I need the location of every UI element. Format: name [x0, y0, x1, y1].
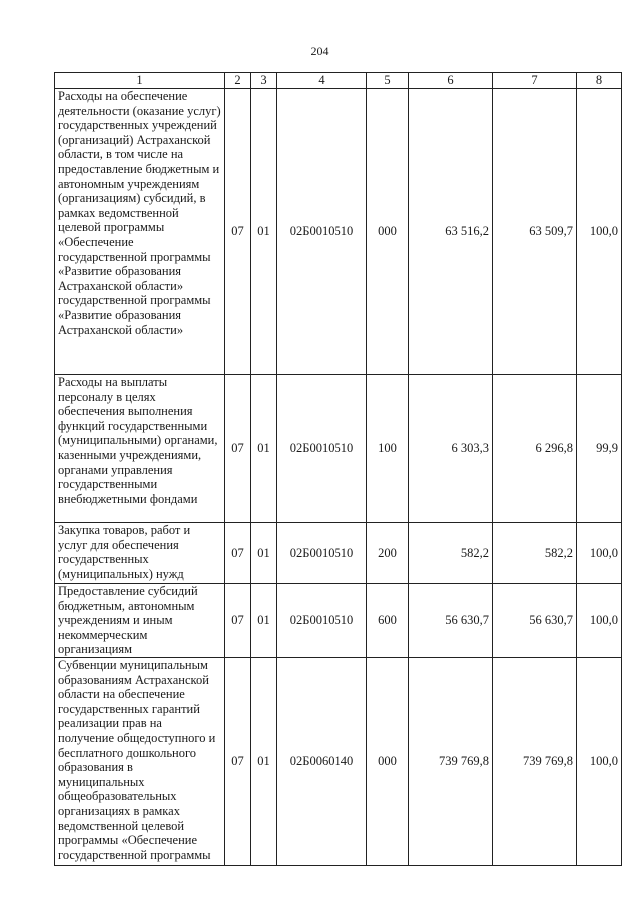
column-header: 7	[493, 73, 577, 89]
subsection-code: 01	[251, 523, 277, 584]
executed-amount: 582,2	[493, 523, 577, 584]
column-header: 3	[251, 73, 277, 89]
row-description: Закупка товаров, работ и услуг для обеспечения государственных (муниципальных) нужд	[55, 523, 225, 584]
planned-amount: 63 516,2	[409, 89, 493, 375]
expense-type-code: 000	[367, 658, 409, 866]
section-code: 07	[225, 584, 251, 658]
subsection-code: 01	[251, 658, 277, 866]
target-article-code: 02Б0010510	[277, 584, 367, 658]
table-row	[55, 375, 622, 523]
column-header: 5	[367, 73, 409, 89]
expense-type-code: 100	[367, 375, 409, 523]
subsection-code: 01	[251, 89, 277, 375]
target-article-code: 02Б0010510	[277, 523, 367, 584]
section-code: 07	[225, 523, 251, 584]
execution-percent: 100,0	[577, 89, 622, 375]
executed-amount: 63 509,7	[493, 89, 577, 375]
target-article-code: 02Б0010510	[277, 89, 367, 375]
table-row	[55, 658, 622, 866]
expense-type-code: 000	[367, 89, 409, 375]
planned-amount: 739 769,8	[409, 658, 493, 866]
page-number: 204	[310, 44, 329, 58]
execution-percent: 99,9	[577, 375, 622, 523]
execution-percent: 100,0	[577, 584, 622, 658]
execution-percent: 100,0	[577, 523, 622, 584]
row-description: Субвенции муниципальным образованиям Астраханской области на обеспечение государственных гарантий реализации прав на получение общедоступного и бесплатного дошкольного образования в муниципальных общеобразовательных организациях в рамках ведомственной целевой программы «Обеспечение государственной программы	[55, 658, 225, 866]
row-description: Расходы на выплаты персоналу в целях обеспечения выполнения функций государственными (муниципальными) органами, казенными учреждениями, органами управления государственными внебюджетными фондами	[55, 375, 225, 523]
executed-amount: 739 769,8	[493, 658, 577, 866]
column-header: 2	[225, 73, 251, 89]
executed-amount: 6 296,8	[493, 375, 577, 523]
execution-percent: 100,0	[577, 658, 622, 866]
target-article-code: 02Б0010510	[277, 375, 367, 523]
table-row	[55, 523, 622, 584]
section-code: 07	[225, 658, 251, 866]
section-code: 07	[225, 375, 251, 523]
table-row	[55, 584, 622, 658]
subsection-code: 01	[251, 375, 277, 523]
executed-amount: 56 630,7	[493, 584, 577, 658]
target-article-code: 02Б0060140	[277, 658, 367, 866]
column-header: 4	[277, 73, 367, 89]
planned-amount: 56 630,7	[409, 584, 493, 658]
column-header: 8	[577, 73, 622, 89]
budget-table	[54, 72, 622, 866]
row-description: Расходы на обеспечение деятельности (оказание услуг) государственных учреждений (организаций) Астраханской области, в том числе на предоставление бюджетным и автономным учреждениям (организациям) субсидий, в рамках ведомственной целевой программы «Обеспечение государственной программы «Развитие образования Астраханской области» государственной программы «Развитие образования Астраханской области»	[55, 89, 225, 375]
planned-amount: 582,2	[409, 523, 493, 584]
section-code: 07	[225, 89, 251, 375]
table-row	[55, 89, 622, 375]
table-header-row	[55, 73, 622, 89]
planned-amount: 6 303,3	[409, 375, 493, 523]
expense-type-code: 200	[367, 523, 409, 584]
column-header: 6	[409, 73, 493, 89]
expense-type-code: 600	[367, 584, 409, 658]
row-description: Предоставление субсидий бюджетным, автономным учреждениям и иным некоммерческим организациям	[55, 584, 225, 658]
column-header: 1	[55, 73, 225, 89]
subsection-code: 01	[251, 584, 277, 658]
